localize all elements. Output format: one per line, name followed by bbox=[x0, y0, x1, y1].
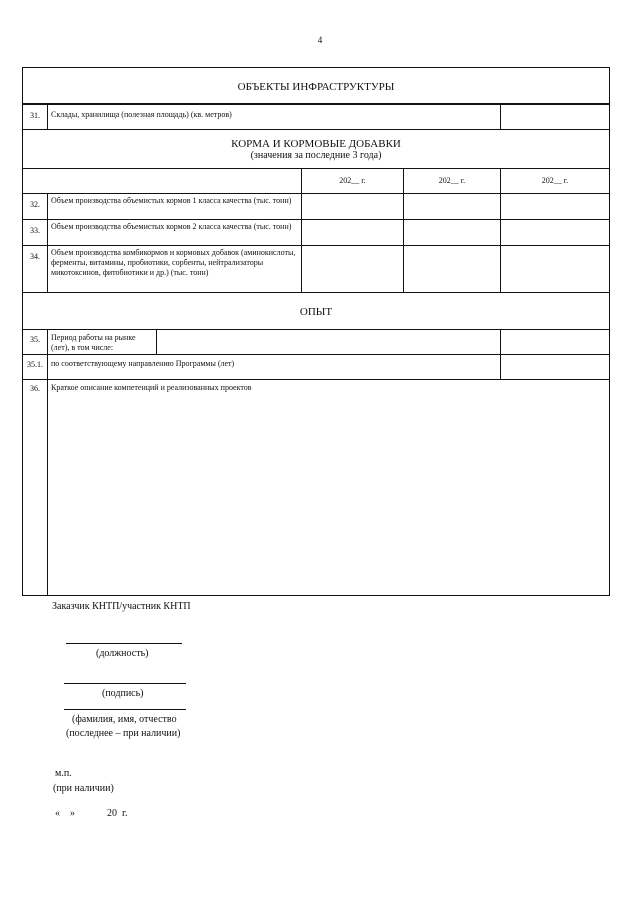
infrastructure-title: ОБЪЕКТЫ ИНФРАСТРУКТУРЫ bbox=[237, 81, 395, 93]
row-351-label: по соответствующему направлению Программы (лет) bbox=[47, 354, 501, 380]
signature-caption: (подпись) bbox=[102, 688, 144, 699]
position-caption: (должность) bbox=[96, 648, 149, 659]
row-35-number: 35. bbox=[22, 329, 48, 355]
row-32-label: Объем производства объемистых кормов 1 класса качества (тыс. тонн) bbox=[47, 193, 302, 220]
stamp-label: м.п. bbox=[55, 768, 72, 779]
row-35-label: Период работы на рынке (лет), в том числе: bbox=[47, 329, 157, 355]
section-title-feed bbox=[22, 129, 610, 169]
row-33-value-2[interactable] bbox=[403, 219, 501, 246]
row-36-description[interactable]: Краткое описание компетенций и реализованных проектов bbox=[47, 379, 610, 596]
row-32-value-3[interactable] bbox=[500, 193, 610, 220]
fio-caption: (фамилия, имя, отчество bbox=[72, 714, 177, 725]
year-header-blank bbox=[22, 168, 302, 194]
row-33-value-1[interactable] bbox=[301, 219, 404, 246]
row-31-label: Склады, хранилища (полезная площадь) (кв. метров) bbox=[47, 104, 501, 130]
row-32-number: 32. bbox=[22, 193, 48, 220]
row-351-number: 35.1. bbox=[22, 354, 48, 380]
position-line bbox=[66, 643, 182, 644]
fio-line bbox=[64, 709, 186, 710]
row-34-value-1[interactable] bbox=[301, 245, 404, 293]
row-31-value[interactable] bbox=[500, 104, 610, 130]
experience-title: ОПЫТ bbox=[299, 306, 333, 318]
row-33-number: 33. bbox=[22, 219, 48, 246]
row-34-value-2[interactable] bbox=[403, 245, 501, 293]
date-year: 20 г. bbox=[107, 808, 128, 819]
row-35-label-frame bbox=[47, 329, 501, 355]
row-351-value[interactable] bbox=[500, 354, 610, 380]
signature-line bbox=[64, 683, 186, 684]
section-title-infrastructure bbox=[22, 67, 610, 104]
row-36-number: 36. bbox=[22, 379, 48, 596]
row-33-label: Объем производства объемистых кормов 2 класса качества (тыс. тонн) bbox=[47, 219, 302, 246]
row-35-value[interactable] bbox=[500, 329, 610, 355]
stamp-note: (при наличии) bbox=[53, 783, 114, 794]
feed-title: КОРМА И КОРМОВЫЕ ДОБАВКИ bbox=[231, 138, 401, 150]
date-day: « » bbox=[55, 808, 75, 819]
year-header-3: 202__ г. bbox=[500, 168, 610, 194]
fio-caption-note: (последнее – при наличии) bbox=[66, 728, 181, 739]
row-33-value-3[interactable] bbox=[500, 219, 610, 246]
row-31-number: 31. bbox=[22, 104, 48, 130]
row-34-label: Объем производства комбикормов и кормовых добавок (аминокислоты, ферменты, витамины, пробиотики, сорбенты, нейтрализаторы микотоксинов, фитобиотики и др.) (тыс. тонн) bbox=[47, 245, 302, 293]
year-header-1: 202__ г. bbox=[301, 168, 404, 194]
row-34-number: 34. bbox=[22, 245, 48, 293]
feed-subtitle: (значения за последние 3 года) bbox=[250, 150, 382, 161]
row-34-value-3[interactable] bbox=[500, 245, 610, 293]
row-32-value-1[interactable] bbox=[301, 193, 404, 220]
section-title-experience bbox=[22, 292, 610, 330]
page-number: 4 bbox=[317, 35, 323, 45]
customer-label: Заказчик КНТП/участник КНТП bbox=[52, 601, 191, 612]
year-header-2: 202__ г. bbox=[403, 168, 501, 194]
row-32-value-2[interactable] bbox=[403, 193, 501, 220]
